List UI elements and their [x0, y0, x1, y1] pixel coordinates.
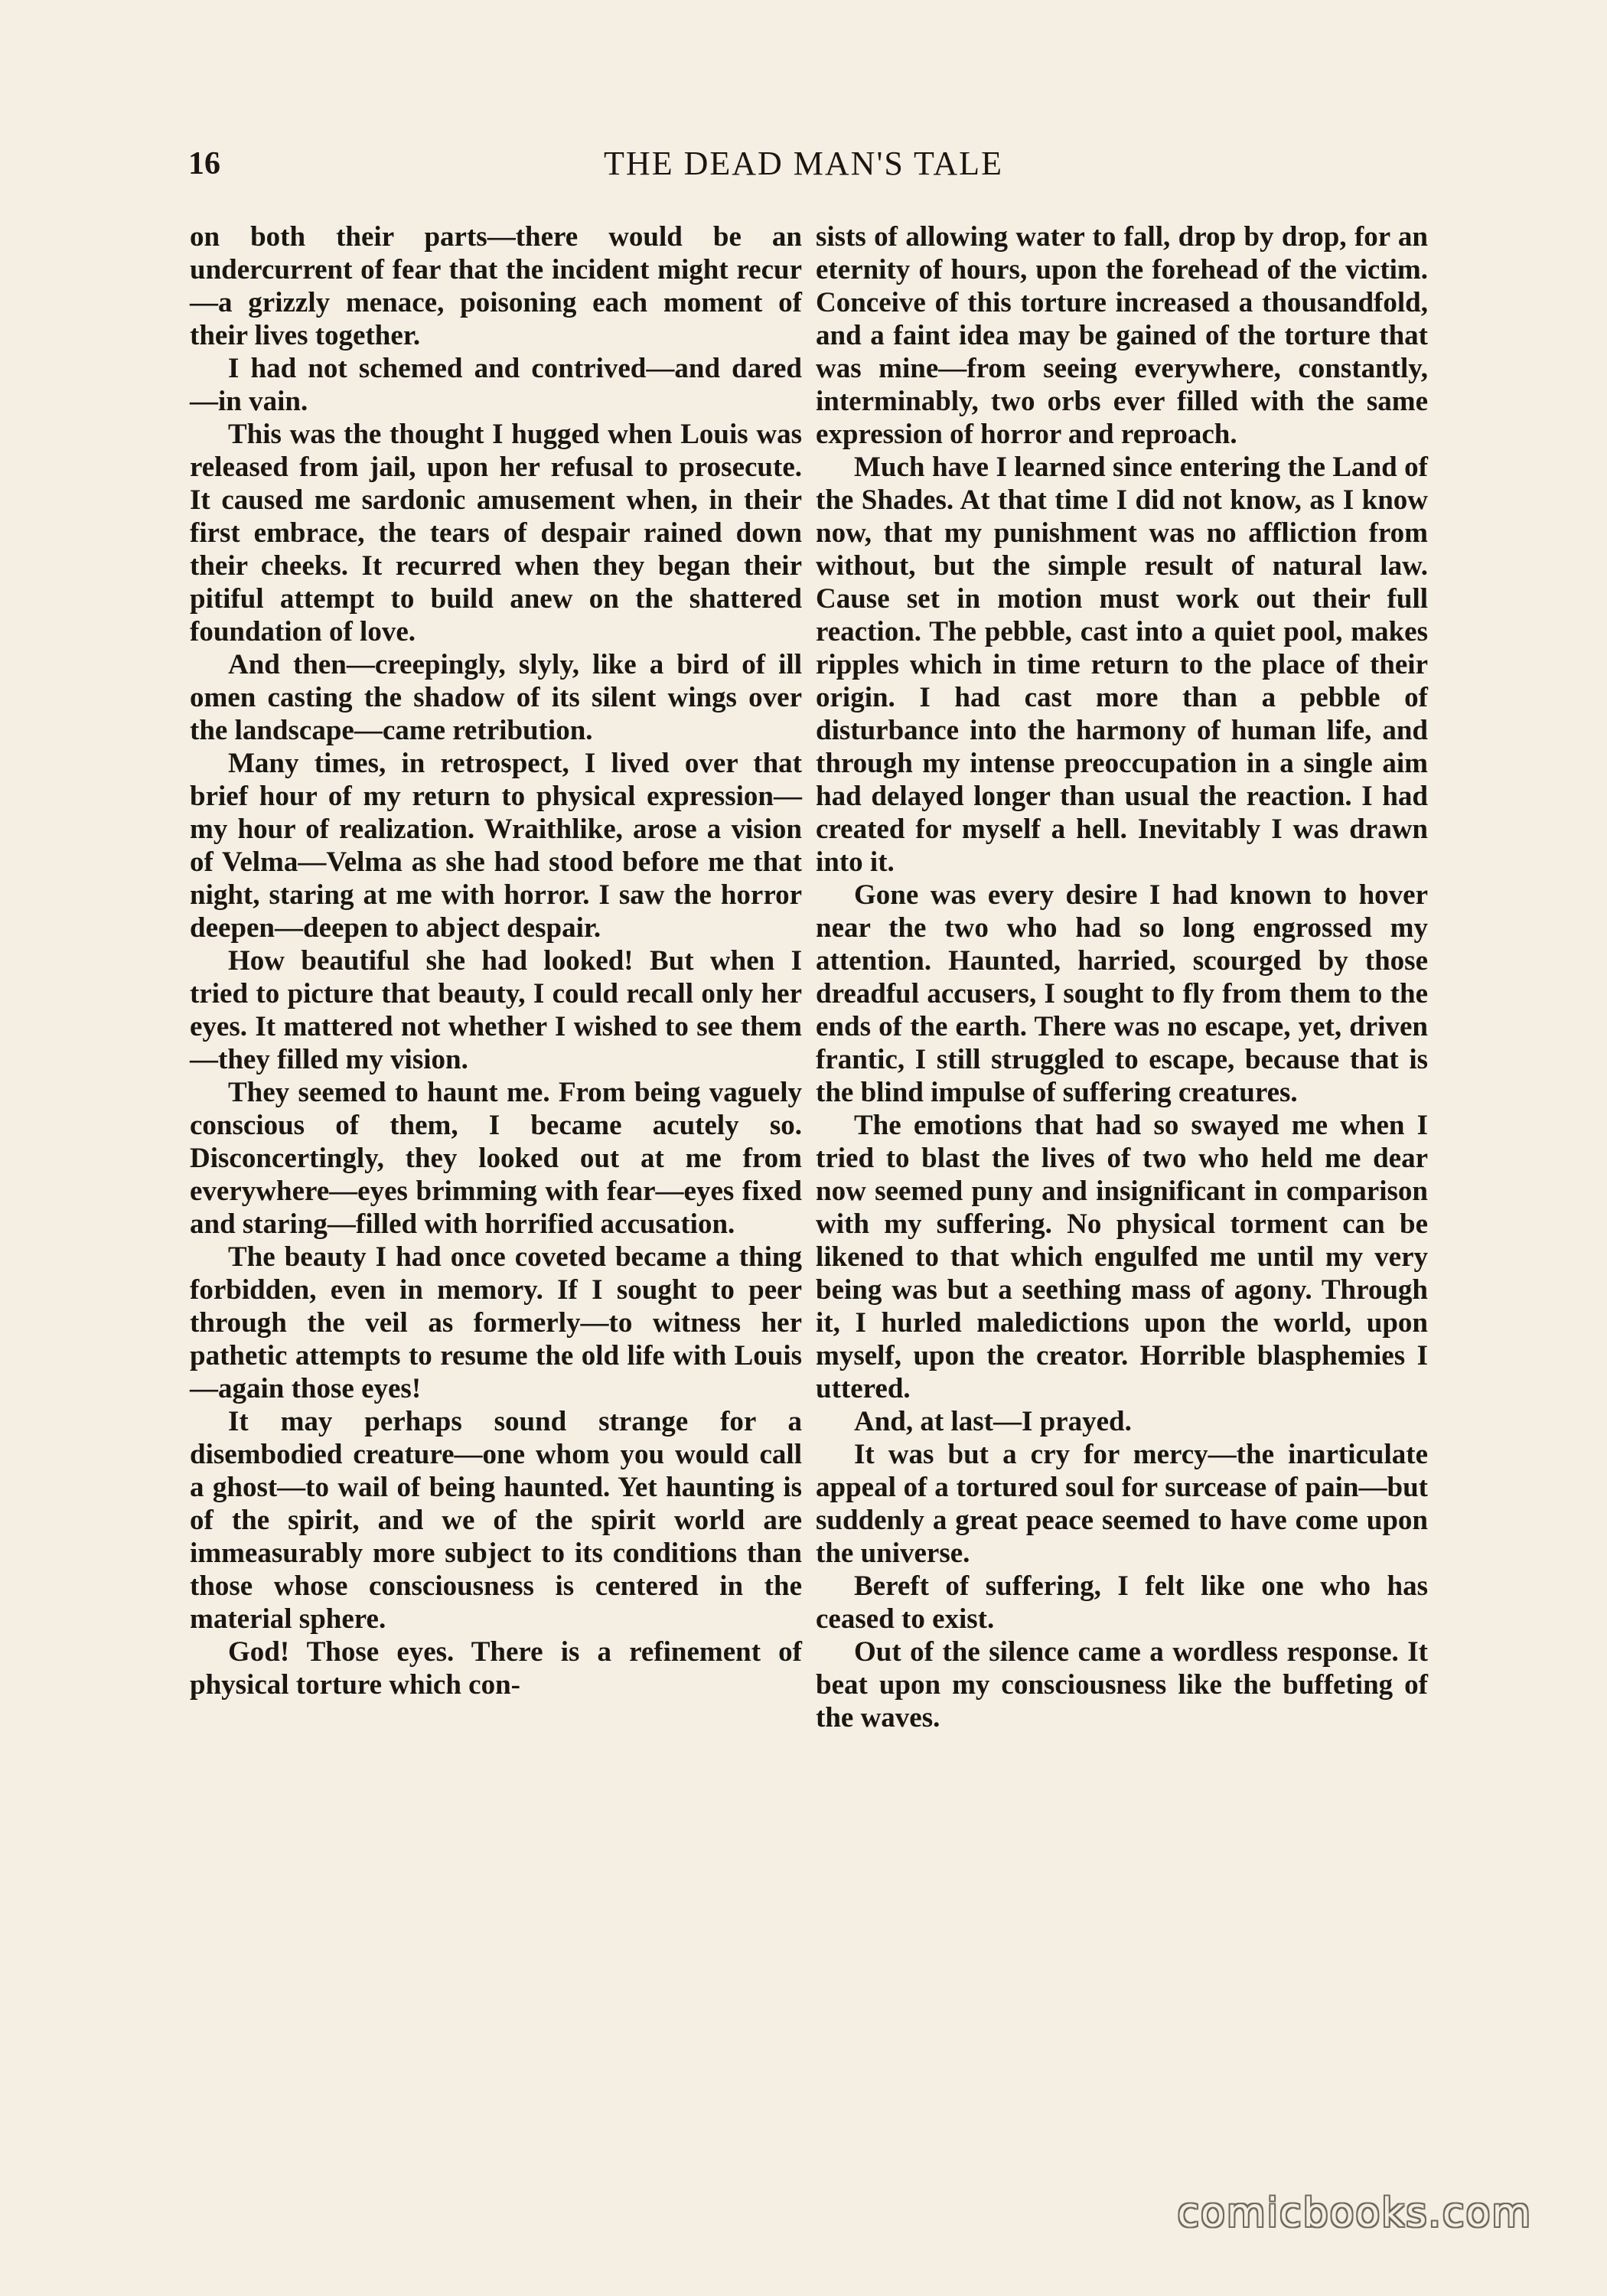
page-number: 16: [188, 146, 220, 181]
paragraph: Out of the silence came a wordless response. It beat upon my consciousness like the buffeting of the waves.: [816, 1636, 1428, 1733]
paragraph: And then—creepingly, slyly, like a bird of ill omen casting the shadow of its silent wings over the landscape—came retribution.: [190, 649, 802, 746]
paragraph: They seemed to haunt me. From being vaguely conscious of them, I became acutely so. Disconcertingly, they looked out at me from everywhere—eyes brimming with fear—eyes fixed and staring—filled with horrified accusation.: [190, 1077, 802, 1240]
paragraph: I had not schemed and contrived—and dared—in vain.: [190, 353, 802, 417]
paragraph: It may perhaps sound strange for a disembodied creature—one whom you would call a ghost—to wail of being haunted. Yet haunting is of the spirit, and we of the spirit world are immeasurably more subject to its conditions than those whose consciousness is centered in the material sphere.: [190, 1406, 802, 1635]
paragraph: This was the thought I hugged when Louis was released from jail, upon her refusal to prosecute. It caused me sardonic amusement when, in their first embrace, the tears of despair rained down their cheeks. It recurred when they began their pitiful attempt to build anew on the shattered foundation of love.: [190, 419, 802, 647]
running-title: THE DEAD MAN'S TALE: [604, 145, 1003, 182]
paragraph: The emotions that had so swayed me when I tried to blast the lives of two who held me dear now seemed puny and insignificant in comparison with my suffering. No physical torment can be likened to that which engulfed me until my very being was but a seething mass of agony. Through it, I hurled maledictions upon the world, upon myself, upon the creator. Horrible blasphemies I uttered.: [816, 1110, 1428, 1404]
paragraph: Much have I learned since entering the Land of the Shades. At that time I did not know, as I know now, that my punishment was no affliction from without, but the simple result of natural law. Cause set in motion must work out their full reaction. The pebble, cast into a quiet pool, makes ripples which in time return to the place of their origin. I had cast more than a pebble of disturbance into the harmony of human life, and through my intense preoccupation in a single aim had delayed longer than usual the reaction. I had created for myself a hell. Inevitably I was drawn into it.: [816, 452, 1428, 878]
paragraph: God! Those eyes. There is a refinement of physical torture which con-: [190, 1636, 802, 1701]
paragraph: It was but a cry for mercy—the inarticulate appeal of a tortured soul for surcease of pain—but suddenly a great peace seemed to have come upon the universe.: [816, 1439, 1428, 1569]
watermark: comicbooks.com: [1177, 2190, 1532, 2236]
paragraph: How beautiful she had looked! But when I tried to picture that beauty, I could recall only her eyes. It mattered not whether I wished to see them—they filled my vision.: [190, 945, 802, 1075]
paragraph: sists of allowing water to fall, drop by drop, for an eternity of hours, upon the forehead of the victim. Conceive of this torture increased a thousandfold, and a faint idea may be gained of the torture that was mine—from seeing everywhere, constantly, interminably, two orbs ever filled with the same expression of horror and reproach.: [816, 221, 1428, 450]
paragraph: on both their parts—there would be an undercurrent of fear that the incident might recur—a grizzly menace, poisoning each moment of their lives together.: [190, 221, 802, 351]
paragraph: Many times, in retrospect, I lived over that brief hour of my return to physical expression—my hour of realization. Wraithlike, arose a vision of Velma—Velma as she had stood before me that night, staring at me with horror. I saw the horror deepen—deepen to abject despair.: [190, 748, 802, 944]
right-column: [816, 220, 1428, 1734]
paragraph: And, at last—I prayed.: [854, 1406, 1132, 1437]
paragraph: The beauty I had once coveted became a thing forbidden, even in memory. If I sought to peer through the veil as formerly—to witness her pathetic attempts to resume the old life with Louis—again those eyes!: [190, 1241, 802, 1404]
left-column: [190, 220, 802, 1701]
paragraph: Bereft of suffering, I felt like one who has ceased to exist.: [816, 1570, 1428, 1635]
paragraph: Gone was every desire I had known to hover near the two who had so long engrossed my attention. Haunted, harried, scourged by those dreadful accusers, I sought to fly from them to the ends of the earth. There was no escape, yet, driven frantic, I still struggled to escape, because that is the blind impulse of suffering creatures.: [816, 879, 1428, 1108]
